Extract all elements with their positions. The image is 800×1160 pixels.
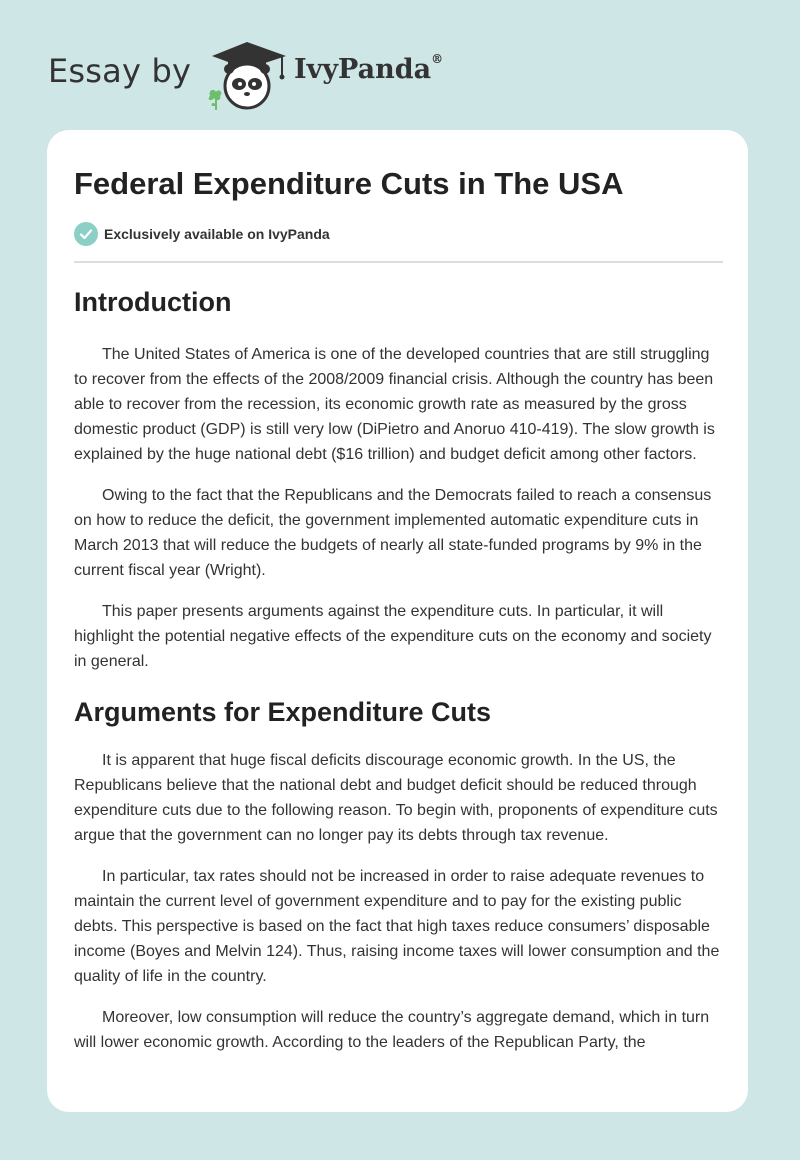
paragraph: Moreover, low consumption will reduce the country’s aggregate demand, which in turn will lower economic growth. According to the leaders of the Republican Party, the [74, 1009, 710, 1051]
brand-name[interactable]: IvyPanda® [294, 52, 444, 85]
essay-card [47, 130, 748, 1112]
exclusive-badge [74, 222, 330, 246]
paragraph: The United States of America is one of the developed countries that are still struggling to recover from the effects of the 2008/2009 financial crisis. Although the country has been able to recover from the recession, its economic growth rate as measured by the gross domestic product (GDP) is still very low (DiPietro and Anoruo 410-419). The slow growth is explained by the huge national debt ($16 trillion) and budget deficit among other factors. [74, 346, 715, 463]
check-icon [74, 222, 98, 246]
divider [74, 261, 723, 263]
section-heading-introduction: Introduction [74, 287, 232, 317]
section-heading-arguments: Arguments for Expenditure Cuts [74, 697, 492, 727]
paragraph: It is apparent that huge fiscal deficits discourage economic growth. In the US, the Republicans believe that the national debt and budget deficit should be reduced through expenditure cuts due to the following reason. To begin with, proponents of expenditure cuts argue that the government can no longer pay its debts through tax revenue. [74, 752, 718, 844]
essay-by-label: Essay by [48, 52, 192, 90]
exclusive-badge-label: Exclusively available on IvyPanda [104, 226, 330, 242]
paragraph: In particular, tax rates should not be increased in order to raise adequate revenues to maintain the current level of government expenditure and to pay for the existing public debts. This perspective is based on the fact that high taxes reduce consumers’ disposable income (Boyes and Melvin 124). Thus, raising income taxes will lower consumption and the quality of life in the country. [74, 868, 720, 985]
paragraph: Owing to the fact that the Republicans and the Democrats failed to reach a consensus on how to reduce the deficit, the government implemented automatic expenditure cuts in March 2013 that will reduce the budgets of nearly all state-funded programs by 9% in the current fiscal year (Wright). [74, 487, 712, 579]
paragraph: This paper presents arguments against the expenditure cuts. In particular, it will highlight the potential negative effects of the expenditure cuts on the economy and society in general. [74, 603, 712, 670]
page-title: Federal Expenditure Cuts in The USA [74, 166, 624, 201]
site-header [48, 36, 548, 116]
ivypanda-logo-icon[interactable] [202, 36, 292, 112]
essay-content [74, 280, 724, 1071]
